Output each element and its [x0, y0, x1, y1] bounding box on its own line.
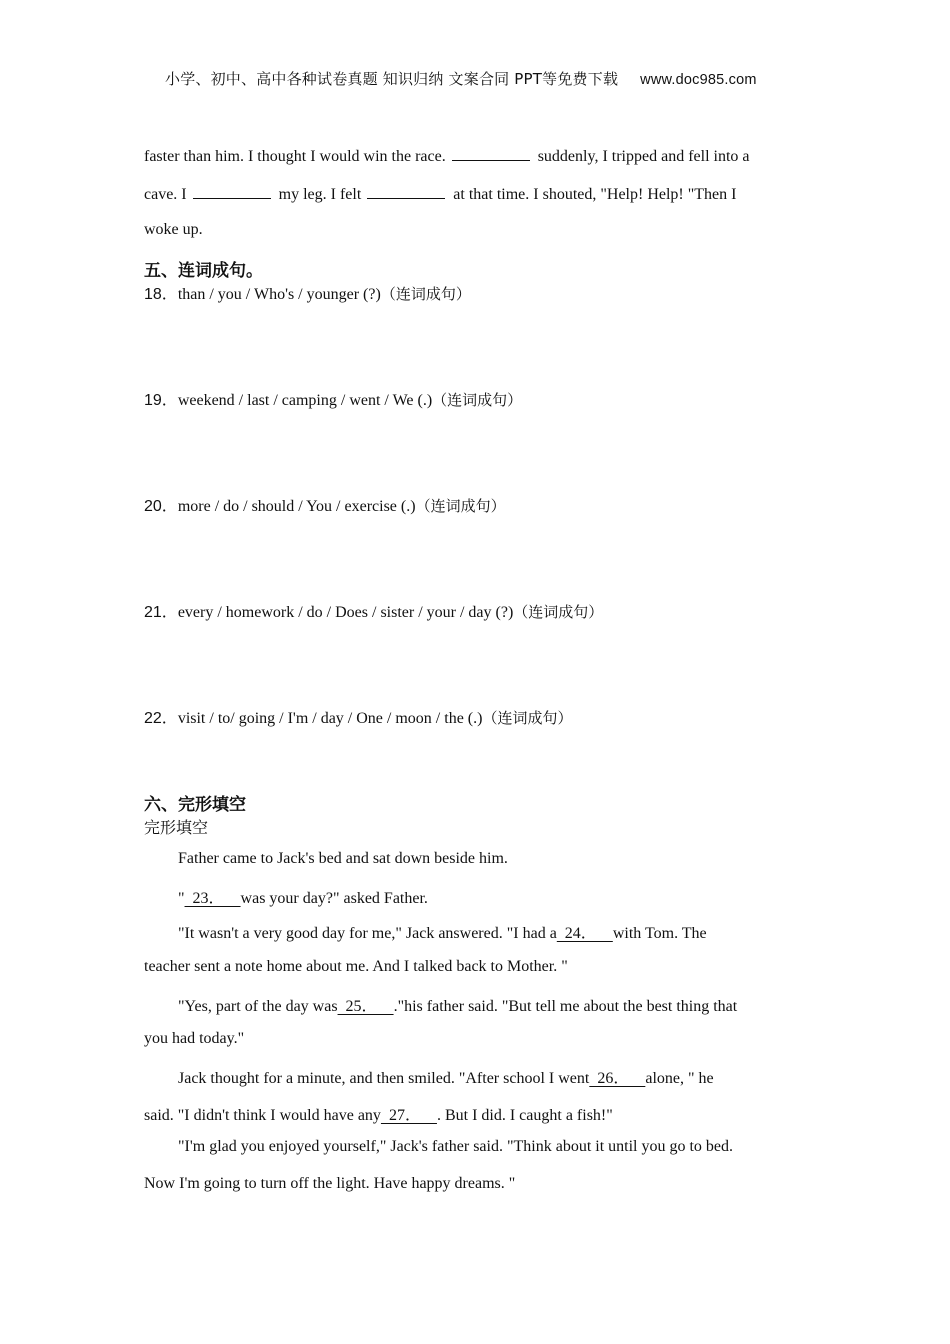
- section-6-subtitle: 完形填空: [144, 818, 209, 837]
- section-6-title: 六、完形填空: [144, 795, 246, 815]
- question-number: 18．: [144, 286, 178, 303]
- question-tag: （连词成句）: [432, 391, 523, 409]
- section-5-title: 五、连词成句。: [144, 261, 263, 281]
- page-header: [165, 68, 757, 89]
- cloze-blank-26[interactable]: 26．: [589, 1070, 646, 1087]
- cloze-blank-24[interactable]: 24．: [556, 925, 613, 942]
- question-words: more / do / should / You / exercise (.): [177, 498, 416, 515]
- cloze-blank-25[interactable]: 25．: [337, 998, 394, 1015]
- cloze-paragraph-5: Jack thought for a minute, and then smiled. "After school I went 26． alone, " he: [178, 1070, 714, 1087]
- cloze-paragraph-4-cont: you had today.": [144, 1030, 245, 1047]
- cloze-blank-23[interactable]: 23．: [184, 890, 241, 907]
- question-22: [144, 705, 572, 728]
- question-number: 22．: [144, 710, 178, 727]
- question-number: 21．: [144, 604, 178, 621]
- cloze-paragraph-6: "I'm glad you enjoyed yourself," Jack's father said. "Think about it until you go to bed.: [178, 1138, 734, 1155]
- cloze-paragraph-2: " 23． was your day?" asked Father.: [178, 890, 428, 907]
- header-banner: 小学、初中、高中各种试卷真题 知识归纳 文案合同 PPT等免费下载: [165, 70, 619, 88]
- question-21: [144, 599, 603, 622]
- question-tag: （连词成句）: [415, 497, 506, 515]
- question-number: 19．: [144, 392, 178, 409]
- question-words: every / homework / do / Does / sister / your / day (?): [177, 604, 514, 621]
- question-20: [144, 493, 506, 516]
- answer-blank[interactable]: [452, 145, 530, 161]
- question-words: visit / to/ going / I'm / day / One / moon / the (.): [177, 710, 483, 727]
- cloze-paragraph-3-cont: teacher sent a note home about me. And I talked back to Mother. ": [144, 958, 568, 975]
- cloze-blank-27[interactable]: 27．: [380, 1107, 437, 1124]
- answer-blank[interactable]: [193, 183, 271, 199]
- cloze-paragraph-3: "It wasn't a very good day for me," Jack answered. "I had a 24． with Tom. The: [178, 925, 707, 942]
- cloze-paragraph-5-cont: said. "I didn't think I would have any 27． . But I did. I caught a fish!": [144, 1107, 613, 1124]
- question-tag: （连词成句）: [482, 709, 573, 727]
- cloze-paragraph-4: "Yes, part of the day was 25． ."his father said. "But tell me about the best thing that: [178, 998, 738, 1015]
- question-18: [144, 281, 471, 304]
- answer-blank[interactable]: [367, 183, 445, 199]
- passage-line-3: woke up.: [144, 221, 203, 238]
- question-words: weekend / last / camping / went / We (.): [177, 392, 433, 409]
- question-tag: （连词成句）: [380, 285, 471, 303]
- question-19: [144, 387, 522, 410]
- cloze-paragraph-1: Father came to Jack's bed and sat down beside him.: [178, 850, 508, 867]
- question-number: 20．: [144, 498, 178, 515]
- cloze-paragraph-6-cont: Now I'm going to turn off the light. Have happy dreams. ": [144, 1175, 516, 1192]
- header-website[interactable]: www.doc985.com: [640, 72, 757, 88]
- passage-line-1: faster than him. I thought I would win the race. suddenly, I tripped and fell into a: [144, 145, 750, 166]
- question-words: than / you / Who's / younger (?): [177, 286, 381, 303]
- question-tag: （连词成句）: [513, 603, 604, 621]
- passage-line-2: cave. I my leg. I felt at that time. I shouted, "Help! Help! "Then I: [144, 183, 736, 204]
